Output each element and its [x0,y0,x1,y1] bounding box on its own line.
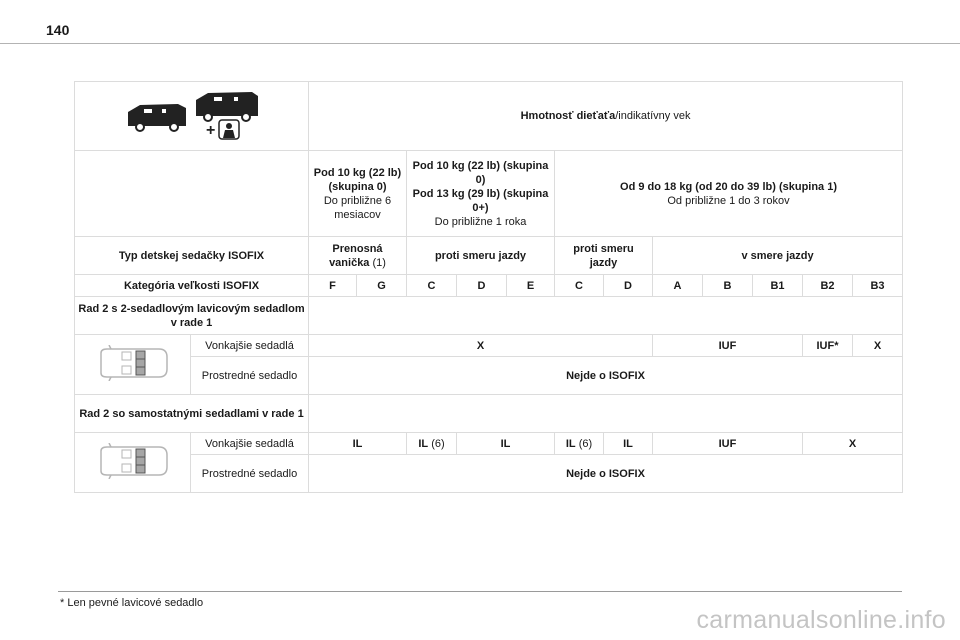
isofix-table [74,81,903,493]
outer-seats-label: Vonkajšie sedadlá [191,335,309,357]
size-class: D [604,275,653,297]
van-icon [196,92,258,121]
carrycot-cell: Prenosná vanička (1) [309,237,407,275]
rear-facing-cell: proti smeru jazdy [407,237,555,275]
seat-layout-cell [75,433,191,493]
middle-seat-label: Prostredné sedadlo [191,455,309,493]
forward-facing-cell: v smere jazdy [653,237,903,275]
size-class: D [457,275,507,297]
seat-value: Nejde o ISOFIX [309,357,903,395]
seat-value: IL [309,433,407,455]
seat-value: X [309,335,653,357]
size-class: B [703,275,753,297]
bottom-divider [58,591,902,592]
seat-type-label: Typ detskej sedačky ISOFIX [75,237,309,275]
size-class: B1 [753,275,803,297]
size-class: B2 [803,275,853,297]
size-class: G [357,275,407,297]
seat-value: X [853,335,903,357]
child-seat-icon [219,120,239,139]
seat-layout-cell [75,335,191,395]
seat-layout-icon [95,443,171,479]
empty-cell [309,297,903,335]
van-icon [128,104,186,131]
size-class-label: Kategória veľkosti ISOFIX [75,275,309,297]
size-class: B3 [853,275,903,297]
seat-value: IL [457,433,555,455]
middle-seat-label: Prostredné sedadlo [191,357,309,395]
page-number: 140 [46,22,70,38]
seat-value: X [803,433,903,455]
watermark: carmanualsonline.info [696,606,946,634]
vehicle-icons-cell [75,82,309,151]
svg-text:+: + [205,122,215,139]
seat-value: IUF [653,335,803,357]
seat-layout-icon [95,345,171,381]
seat-value: IL (6) [555,433,604,455]
footnote: * Len pevné lavicové sedadlo [60,597,204,609]
group-0plus-cell: Pod 10 kg (22 lb) (skupina 0) Pod 13 kg (29 lb) (skupina 0+) Do približne 1 roka [407,151,555,237]
seat-value: IUF [653,433,803,455]
section-title: Rad 2 s 2-sedadlovým lavicovým sedadlom v rade 1 [75,297,309,335]
rear-facing-cell-2: proti smeru jazdy [555,237,653,275]
empty-cell [75,151,309,237]
seat-value: IL (6) [407,433,457,455]
seat-value: Nejde o ISOFIX [309,455,903,493]
section-title: Rad 2 so samostatnými sedadlami v rade 1 [75,395,309,433]
size-class: C [407,275,457,297]
size-class: C [555,275,604,297]
weight-header: Hmotnosť dieťaťa/indikatívny vek [309,82,903,151]
group-1-cell: Od 9 do 18 kg (od 20 do 39 lb) (skupina 1) Od približne 1 do 3 rokov [555,151,903,237]
group-0-cell: Pod 10 kg (22 lb) (skupina 0) Do približne 6 mesiacov [309,151,407,237]
empty-cell [309,395,903,433]
outer-seats-label: Vonkajšie sedadlá [191,433,309,455]
size-class: F [309,275,357,297]
van-icon [122,88,262,140]
size-class: E [507,275,555,297]
seat-value: IL [604,433,653,455]
size-class: A [653,275,703,297]
top-divider [0,43,960,44]
seat-value: IUF* [803,335,853,357]
